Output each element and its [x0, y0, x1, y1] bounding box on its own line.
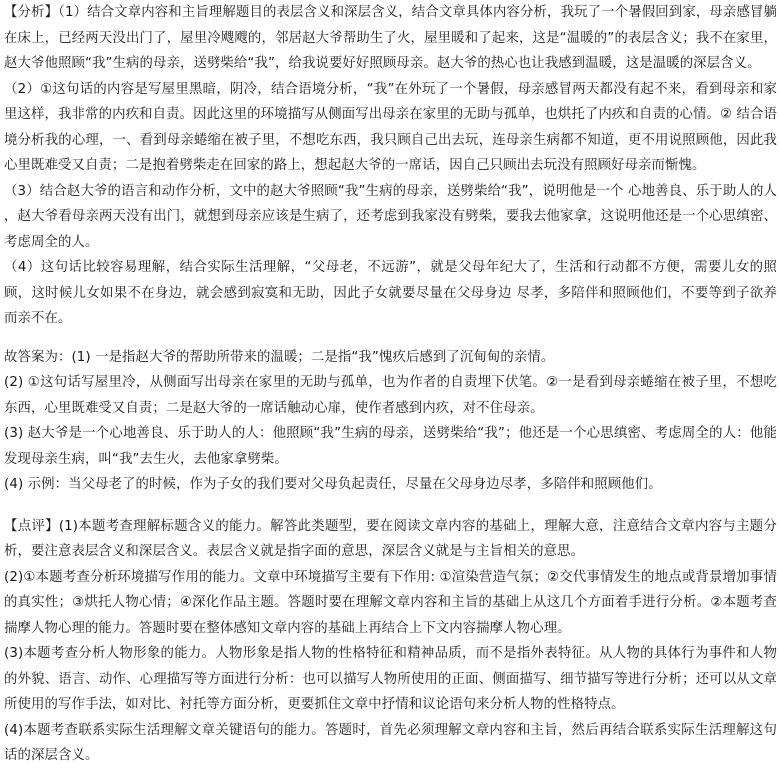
comment-paragraph-3: (3)本题考查分析人物形象的能力。人物形象是指人物的性格特征和精神品质，而不是指外表特征。从人物的具体行为事件和人物的外貌、语言、动作、心理描写等方面进行分析：也可以描写人物所使用的正面、侧面描写、细节描写等进行分析；还可以从文章所使用的写作手法，如对比、衬托等方面分析，更要抓住文章中抒情和议论语句来分析人物的性格特点。	[4, 646, 777, 712]
comment-section	[4, 514, 777, 769]
answer-section	[4, 345, 777, 498]
section-gap	[4, 332, 777, 345]
answer-paragraph-4: (4) 示例：当父母老了的时候，作为子女的我们要对父母负起责任，尽量在父母身边尽孝，多陪伴和照顾他们。	[4, 477, 662, 492]
answer-paragraph-3: (3) 赵大爷是一个心地善良、乐于助人的人：他照顾“我”生病的母亲，送劈柴给“我”；他还是一个心思缜密、考虑周全的人：他能发现母亲生病，叫“我”去生火，去他家拿劈柴。	[4, 426, 777, 467]
analysis-paragraph-3: （3）结合赵大爷的语言和动作分析，文中的赵大爷照顾“我”生病的母亲，送劈柴给“我”，说明他是一个 心地善良、乐于助人的人 ，赵大爷看母亲两天没有出门，就想到母亲应该是生病了，还考虑到我家没有劈柴，要我去他家拿，这说明他还是一个心思缜密、考虑周全的人。	[4, 183, 777, 250]
section-gap	[4, 498, 777, 514]
comment-paragraph-4: (4)本题考查联系实际生活理解文章关键语句的能力。答题时，首先必须理解文章内容和主旨，然后再结合联系实际生活理解这句话的深层含义。	[4, 722, 777, 763]
answer-paragraph-2: (2) ①这句话写屋里冷，从侧面写出母亲在家里的无助与孤单，也为作者的自责埋下伏笔。②一是看到母亲蜷缩在被子里，不想吃东西，心里既难受又自责；二是赵大爷的一席话触动心扉，使作者感到内疚，对不住母亲。	[4, 375, 777, 416]
analysis-paragraph-4: （4）这句话比较容易理解，结合实际生活理解，“父母老，不远游”，就是父母年纪大了，生活和行动都不方便，需要儿女的照顾，这时候儿女如果不在身边，就会感到寂寞和无助，因此子女就要尽量在父母身边 尽孝，多陪伴和照顾他们，不要等到子欲养而亲不在。	[4, 260, 777, 326]
analysis-paragraph-1: 【分析】（1）结合文章内容和主旨理解题目的表层含义和深层含义，结合文章具体内容分析，我玩了一个暑假回到家，母亲感冒躺在床上，已经两天没出门了，屋里冷飕飕的，邻居赵大爷帮助生了火，屋里暖和了起来，这是“温暖的”的表层含义；我不在家里，赵大爷他照顾“我”生病的母亲，送劈柴给“我”，给我说要好好照顾母亲。赵大爷的热心也让我感到温暖，这是温暖的深层含义。	[4, 5, 777, 71]
analysis-section	[4, 0, 777, 332]
comment-paragraph-2: (2)①本题考查分析环境描写作用的能力。文章中环境描写主要有下作用: ①渲染营造气氛；②交代事情发生的地点或背景增加事情的真实性；③烘托人物心情；④深化作品主题。答题时要在理解文章内容和主旨的基础上从这几个方面着手进行分析。②本题考查揣摩人物心理的能力。答题时要在整体感知文章内容的基础上再结合上下文内容揣摩人物心理。	[4, 569, 777, 636]
analysis-paragraph-2: （2）①这句话的内容是写屋里黑暗，阴冷，结合语境分析，“我”在外玩了一个暑假，母亲感冒两天都没有起不来，看到母亲和家里这样，我非常的内疚和自责。因此这里的环境描写从侧面写出母亲在家里的无助与孤单，也烘托了内疚和自责的心情。② 结合语境分析我的心理，一、看到母亲蜷缩在被子里，不想吃东西，我只顾自己出去玩，连母亲生病都不知道，更不用说照顾他，因此我心里既难受又自责；二是抱着劈柴走在回家的路上，想起赵大爷的一席话，因自己只顾出去玩没有照顾好母亲而惭愧。	[4, 81, 777, 173]
comment-paragraph-1: 【点评】(1)本题考查理解标题含义的能力。解答此类题型，要在阅读文章内容的基础上，理解大意，注意结合文章内容与主题分析，要注意表层含义和深层含义。表层含义就是指字面的意思，深层含义就是与主旨相关的意思。	[4, 518, 777, 559]
answer-paragraph-1: 故答案为：(1) 一是指赵大爷的帮助所带来的温暖；二是指“我”愧疚后感到了沉甸甸的亲情。	[4, 349, 555, 365]
